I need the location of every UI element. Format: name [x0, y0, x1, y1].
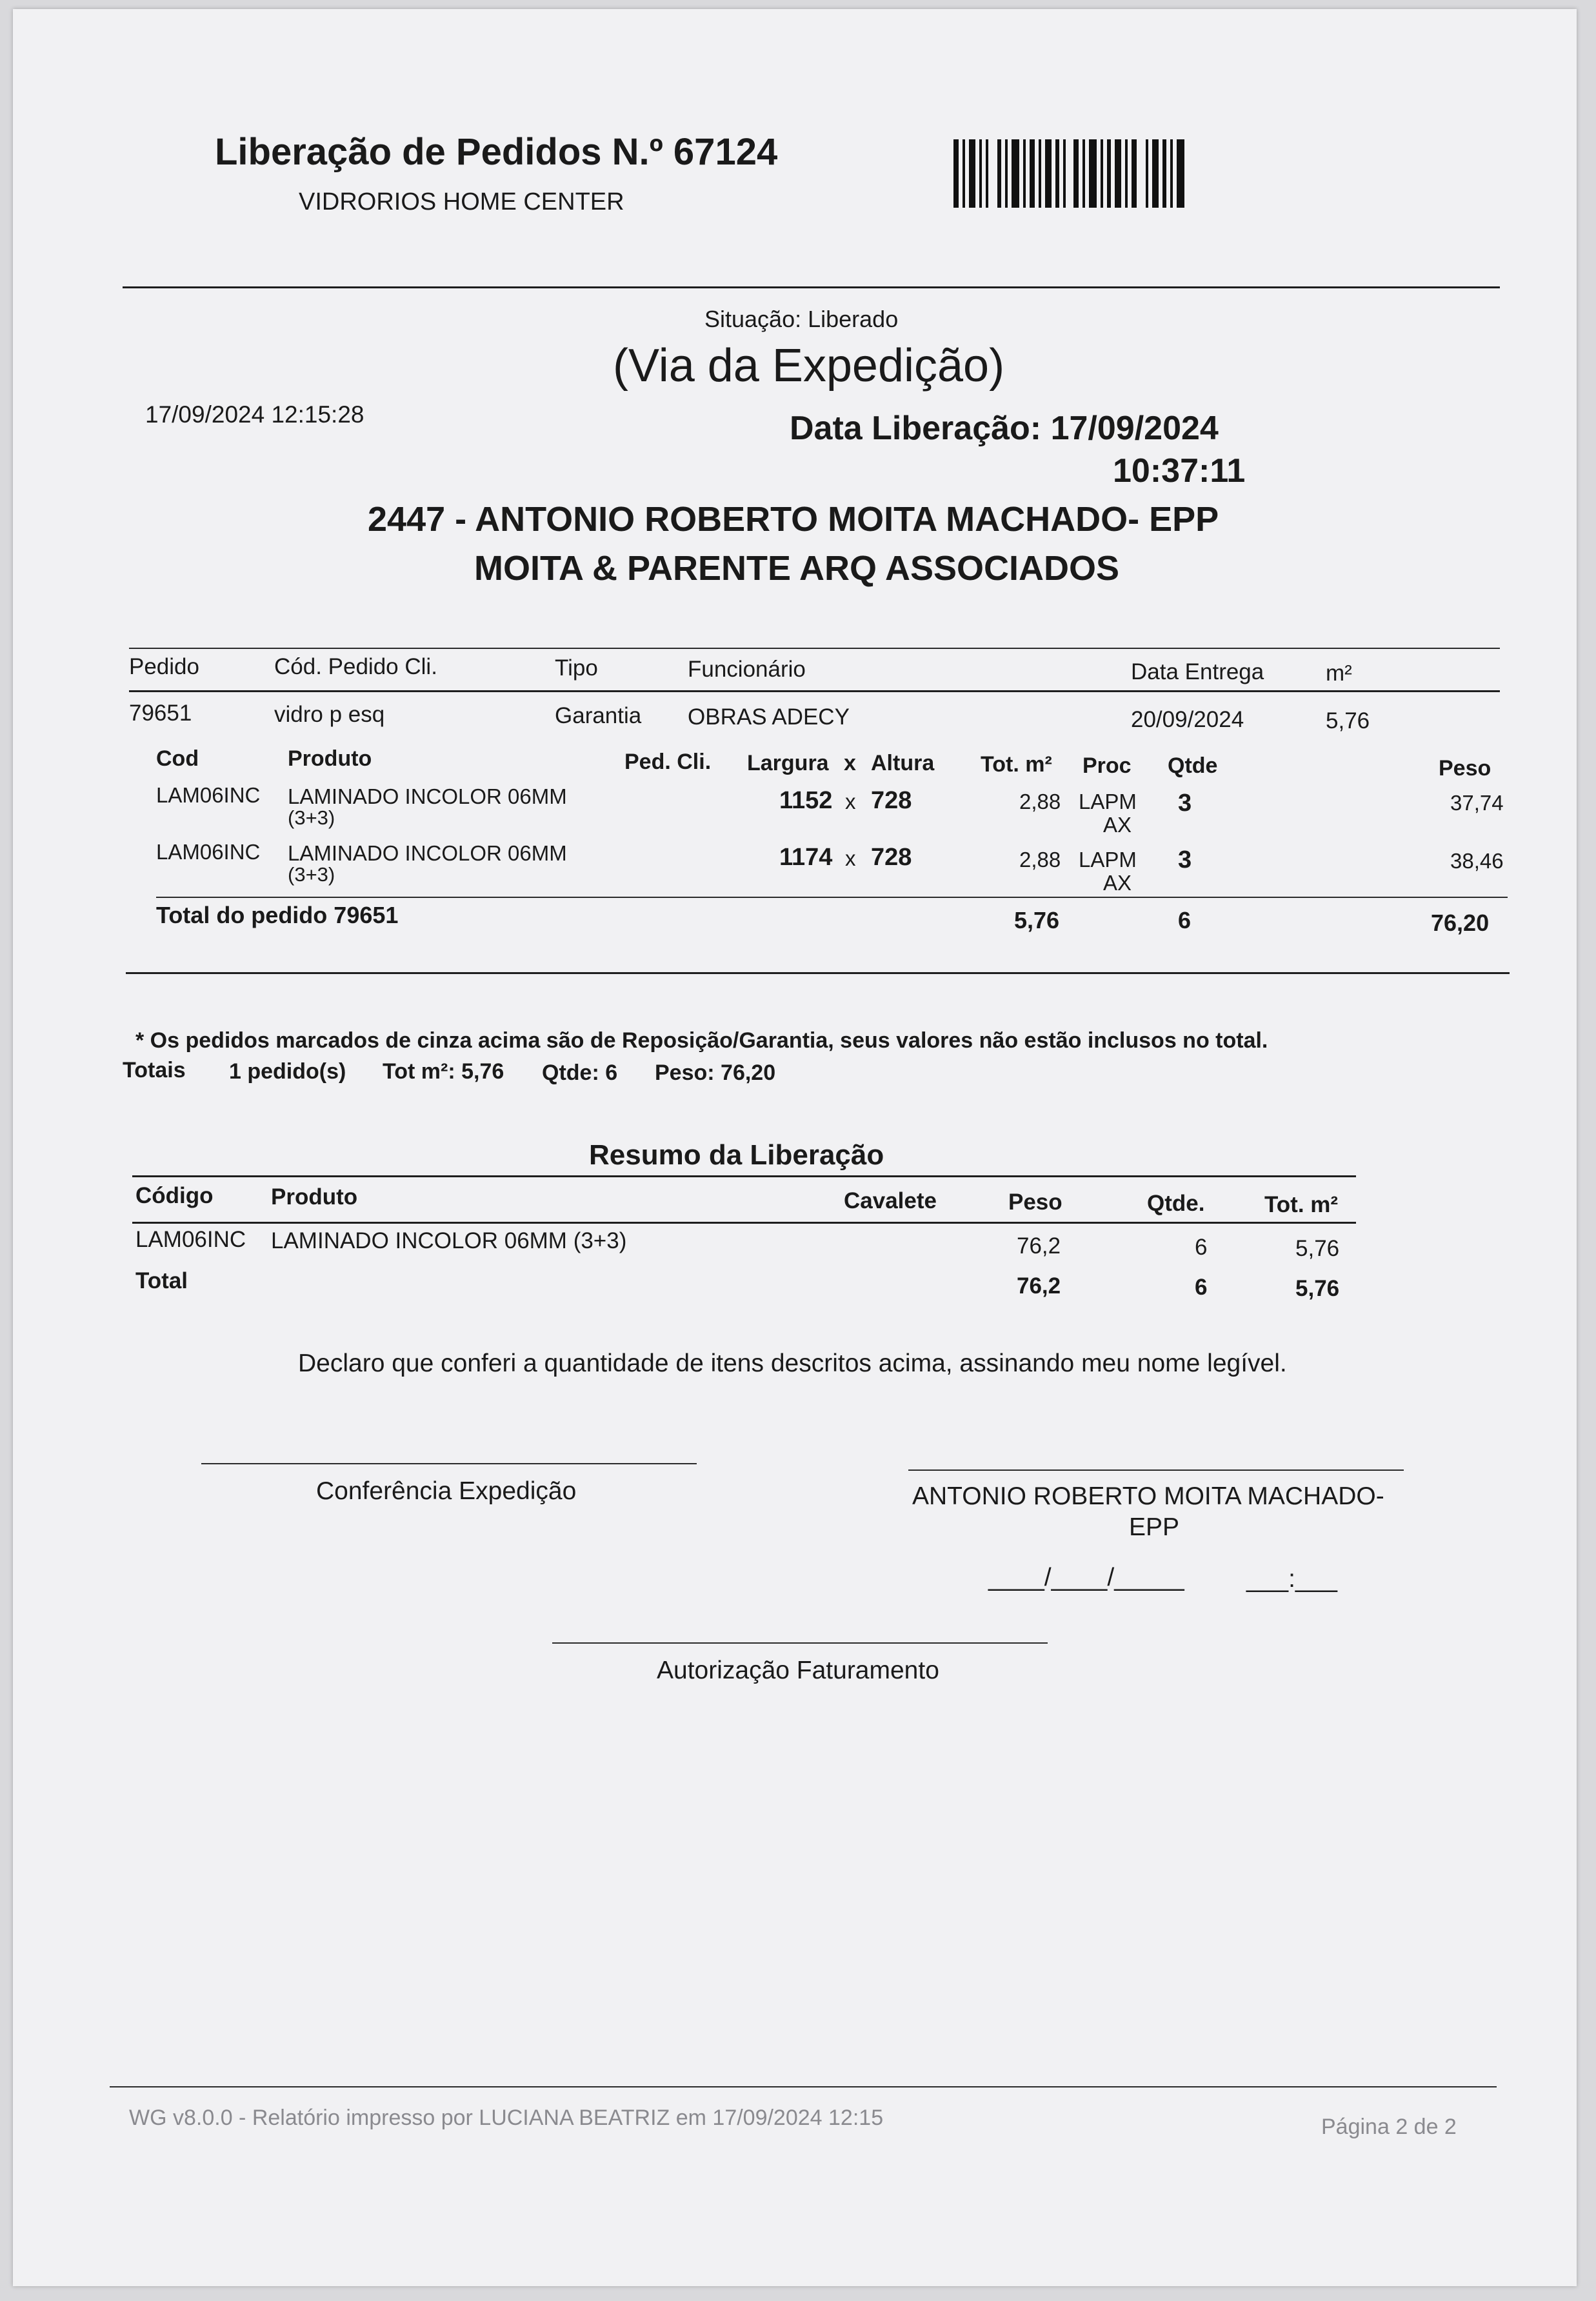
situacao-label: Situação: Liberado: [704, 306, 899, 332]
col-altura: Altura: [871, 751, 935, 775]
print-datetime: 17/09/2024 12:15:28: [145, 401, 364, 428]
document-title: Liberação de Pedidos N.º 67124: [215, 131, 778, 173]
item-1-produto-sub: (3+3): [288, 806, 335, 829]
total-pedido-label: Total do pedido 79651: [156, 902, 399, 928]
signature-line-client: [908, 1469, 1404, 1471]
resumo-col-qtde: Qtde.: [1147, 1191, 1205, 1216]
col-cod: Cod: [156, 746, 199, 771]
data-liberacao: Data Liberação: 17/09/2024: [790, 410, 1219, 447]
col-ped-cli: Ped. Cli.: [624, 750, 712, 774]
resumo-total-qtde: 6: [1195, 1275, 1208, 1300]
total-pedido-peso: 76,20: [1431, 910, 1490, 936]
item-1-proc-sub: AX: [1103, 813, 1132, 837]
footer-report: WG v8.0.0 - Relatório impresso por LUCIANA BEATRIZ em 17/09/2024 12:15: [129, 2106, 884, 2130]
tipo-value: Garantia: [555, 703, 642, 728]
signature-client-name: ANTONIO ROBERTO MOITA MACHADO-: [912, 1482, 1384, 1510]
item-1-cod: LAM06INC: [156, 783, 261, 807]
signature-time-blank: ___:___: [1246, 1565, 1337, 1593]
total-pedido-qtde: 6: [1178, 907, 1192, 933]
table-header-rule: [129, 690, 1500, 692]
col-funcionario: Funcionário: [688, 657, 806, 682]
col-cod-pedido-cli: Cód. Pedido Cli.: [274, 654, 437, 679]
table-top-rule: [129, 648, 1500, 649]
col-qtde: Qtde: [1168, 753, 1218, 778]
data-entrega-value: 20/09/2024: [1131, 707, 1244, 732]
col-tot-m2: Tot. m²: [981, 752, 1052, 777]
resumo-total-peso: 76,2: [1017, 1273, 1061, 1299]
item-1-altura: 728: [871, 787, 912, 814]
m2-value: 5,76: [1326, 708, 1370, 733]
via-label: (Via da Expedição): [613, 340, 1005, 392]
resumo-peso: 76,2: [1017, 1233, 1061, 1259]
total-pedido-m2: 5,76: [1014, 907, 1060, 933]
item-2-proc: LAPM: [1079, 848, 1137, 872]
item-1-largura: 1152: [779, 787, 833, 814]
signature-client-suffix: EPP: [1129, 1513, 1180, 1541]
signature-line-autorizacao: [552, 1642, 1048, 1644]
client-name: 2447 - ANTONIO ROBERTO MOITA MACHADO- EPP: [368, 500, 1219, 539]
resumo-top-rule: [132, 1175, 1356, 1177]
divider: [123, 286, 1500, 288]
item-2-produto-sub: (3+3): [288, 863, 335, 886]
divider: [126, 972, 1510, 974]
col-largura: Largura: [747, 751, 829, 775]
item-2-peso: 38,46: [1450, 849, 1504, 873]
col-data-entrega: Data Entrega: [1131, 659, 1264, 684]
resumo-col-tot-m2: Tot. m²: [1264, 1192, 1339, 1217]
item-2-qtde: 3: [1178, 846, 1192, 873]
declaration-text: Declaro que conferi a quantidade de itens descritos acima, assinando meu nome legível.: [298, 1350, 1287, 1377]
totais-label: Totais: [123, 1058, 186, 1082]
pedido-value: 79651: [129, 701, 192, 726]
cod-pedido-cli-value: vidro p esq: [274, 702, 385, 727]
company-name: VIDRORIOS HOME CENTER: [299, 188, 624, 215]
document-page: [13, 9, 1577, 2286]
footer-page: Página 2 de 2: [1321, 2115, 1457, 2139]
item-2-largura: 1174: [779, 844, 833, 871]
item-2-produto: LAMINADO INCOLOR 06MM: [288, 841, 567, 865]
col-m2: m²: [1326, 661, 1352, 686]
total-rule: [156, 897, 1508, 898]
totais-qtde: Qtde: 6: [542, 1061, 618, 1085]
signature-label-conferencia: Conferência Expedição: [316, 1477, 577, 1505]
col-x: x: [844, 751, 856, 775]
resumo-qtde: 6: [1195, 1235, 1208, 1260]
item-1-produto: LAMINADO INCOLOR 06MM: [288, 784, 567, 808]
col-proc: Proc: [1082, 753, 1132, 778]
totais-pedidos: 1 pedido(s): [229, 1059, 346, 1084]
col-produto: Produto: [288, 746, 372, 771]
item-2-cod: LAM06INC: [156, 840, 261, 864]
col-pedido: Pedido: [129, 654, 199, 679]
signature-label-autorizacao: Autorização Faturamento: [657, 1657, 939, 1684]
item-2-tot-m2: 2,88: [1019, 848, 1061, 872]
hora-liberacao: 10:37:11: [1113, 452, 1246, 490]
reposicao-note: * Os pedidos marcados de cinza acima são de Reposição/Garantia, seus valores não estão inclusos no total.: [135, 1028, 1268, 1053]
resumo-col-peso: Peso: [1008, 1190, 1062, 1215]
resumo-col-codigo: Código: [135, 1183, 214, 1208]
resumo-total-label: Total: [135, 1268, 188, 1293]
resumo-codigo: LAM06INC: [135, 1227, 246, 1252]
resumo-produto: LAMINADO INCOLOR 06MM (3+3): [271, 1228, 627, 1253]
footer-rule: [110, 2086, 1497, 2087]
col-peso: Peso: [1439, 756, 1491, 781]
resumo-header-rule: [132, 1222, 1356, 1224]
funcionario-value: OBRAS ADECY: [688, 704, 850, 730]
resumo-tot-m2: 5,76: [1295, 1236, 1340, 1261]
totais-peso: Peso: 76,20: [655, 1061, 776, 1085]
client-company: MOITA & PARENTE ARQ ASSOCIADOS: [474, 549, 1120, 588]
item-1-qtde: 3: [1178, 790, 1192, 817]
item-2-proc-sub: AX: [1103, 871, 1132, 895]
item-1-proc: LAPM: [1079, 790, 1137, 813]
item-1-tot-m2: 2,88: [1019, 790, 1061, 813]
barcode: [953, 139, 1195, 208]
resumo-col-cavalete: Cavalete: [844, 1188, 937, 1213]
col-tipo: Tipo: [555, 655, 598, 681]
resumo-total-tot-m2: 5,76: [1295, 1276, 1340, 1301]
item-2-altura: 728: [871, 844, 912, 871]
item-1-x: x: [845, 790, 856, 813]
item-2-x: x: [845, 846, 856, 870]
totais-m2: Tot m²: 5,76: [383, 1059, 504, 1084]
signature-date-blank: ____/____/_____: [988, 1564, 1184, 1591]
signature-line-conferencia: [201, 1463, 697, 1464]
item-1-peso: 37,74: [1450, 791, 1504, 815]
resumo-col-produto: Produto: [271, 1184, 358, 1210]
resumo-title: Resumo da Liberação: [589, 1139, 884, 1171]
